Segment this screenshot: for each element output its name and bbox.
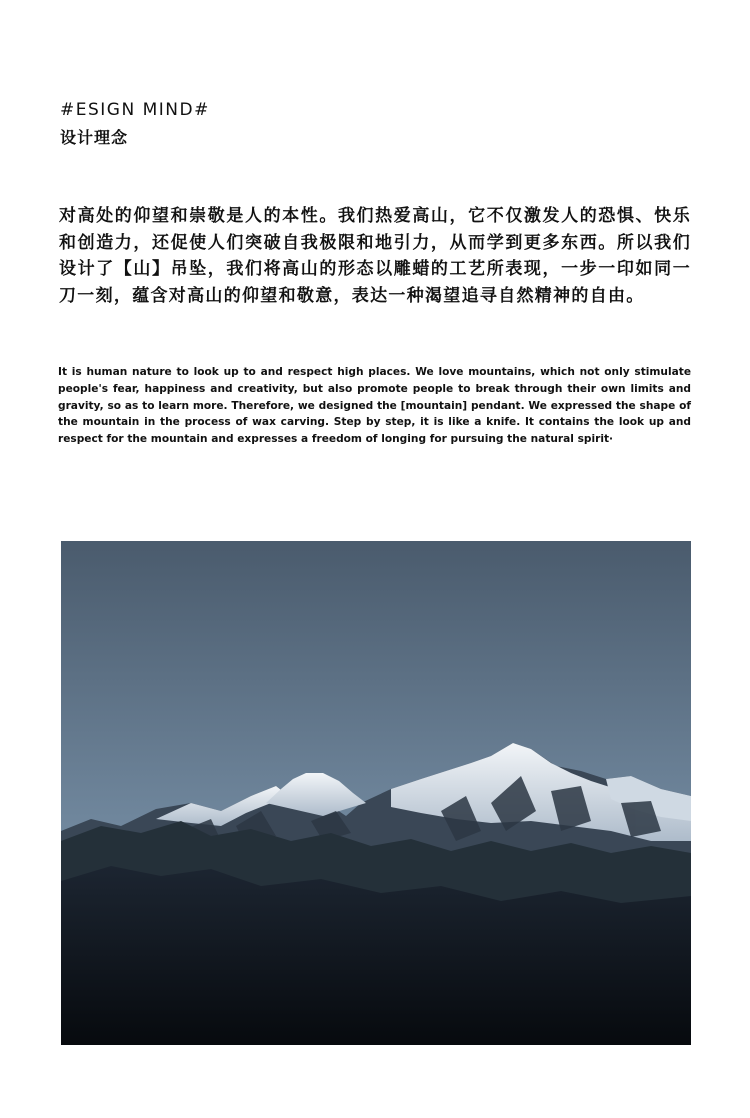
mountain-illustration xyxy=(61,541,691,1045)
paragraph-english: It is human nature to look up to and respect high places. We love mountains, which not only stimulate people's fear, happiness and creativity, but also promote people to break through their own limits and gravity, so as to learn more. Therefore, we designed the [mountain] pendant. We expressed the shape of the mountain in the process of wax carving. Step by step, it is like a knife. It contains the look up and respect for the mountain and expresses a freedom of longing for pursuing the natural spirit· xyxy=(58,366,691,446)
header xyxy=(60,98,700,150)
mountain-photo xyxy=(61,541,691,1045)
title-chinese: 设计理念 xyxy=(60,128,129,147)
paragraph-chinese: 对高处的仰望和崇敬是人的本性。我们热爱高山，它不仅激发人的恐惧、快乐和创造力，还促使人们突破自我极限和地引力，从而学到更多东西。所以我们设计了【山】吊坠，我们将高山的形态以雕蜡的工艺所表现，一步一印如同一刀一刻，蕴含对高山的仰望和敬意，表达一种渴望追寻自然精神的自由。 xyxy=(59,206,691,306)
title-english: #ESIGN MIND# xyxy=(60,100,210,120)
